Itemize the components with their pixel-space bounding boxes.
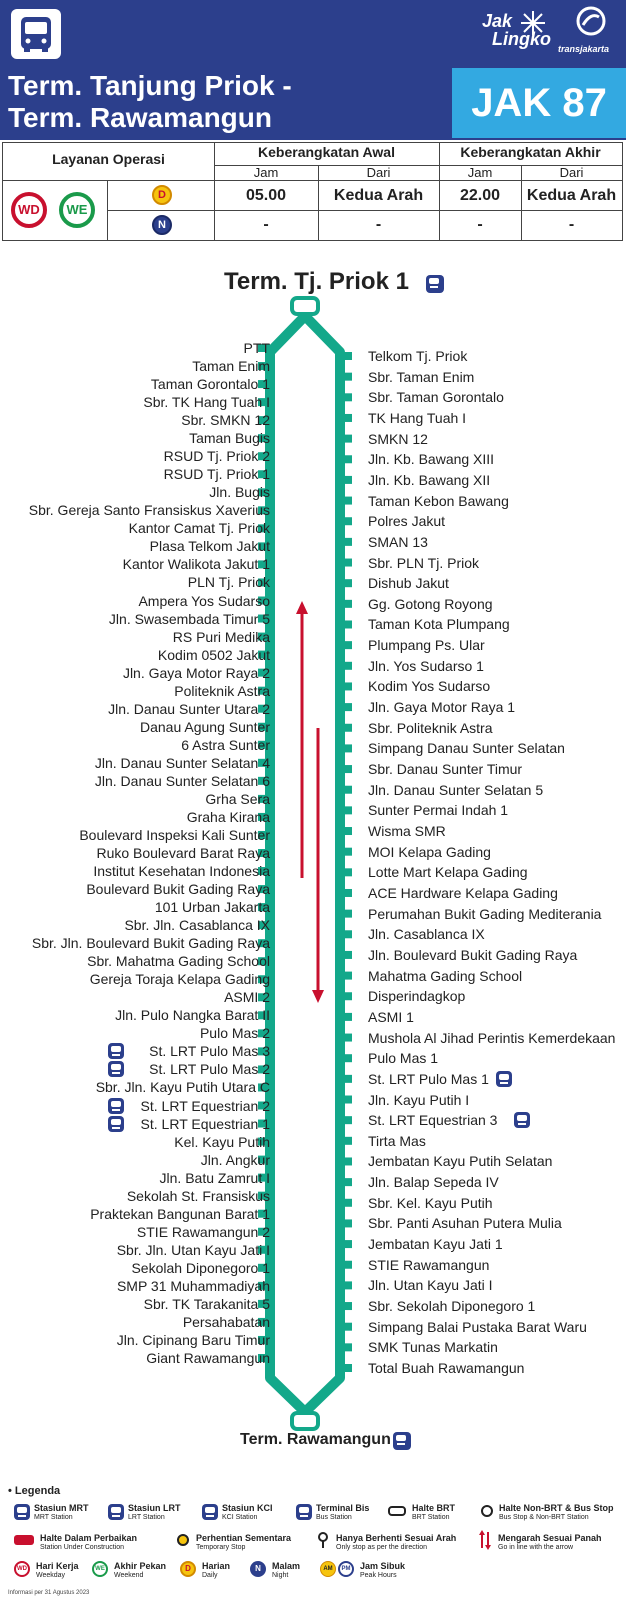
legend-arrow: Mengarah Sesuai Panah Go in line with the arrow xyxy=(498,1533,602,1551)
stop-tick xyxy=(340,1034,352,1042)
stop-right: Jembatan Kayu Jati 1 xyxy=(368,1236,503,1253)
legend-temp: Perhentian Sementara Temporary Stop xyxy=(196,1533,292,1551)
stop-left: PLN Tj. Priok xyxy=(187,574,270,591)
operator-name: transjakarta xyxy=(558,44,610,54)
stop-left: Jln. Cipinang Baru Timur xyxy=(116,1331,270,1348)
stop-left: Jln. Angkur xyxy=(200,1151,270,1168)
stop-left: Jln. Danau Sunter Utara 2 xyxy=(108,700,270,717)
stop-right: Sbr. Danau Sunter Timur xyxy=(368,761,523,778)
stop-right: Jln. Danau Sunter Selatan 5 xyxy=(368,781,544,798)
stop-right: Jln. Kayu Putih I xyxy=(368,1091,470,1108)
legend-lrt: Stasiun LRT LRT Station xyxy=(128,1503,181,1521)
stop-left: PTT xyxy=(243,340,270,356)
stop-left: Taman Gorontalo 1 xyxy=(150,376,270,393)
stop-tick xyxy=(340,1199,352,1207)
stop-tick xyxy=(340,1116,352,1124)
stop-left: Ruko Boulevard Barat Raya xyxy=(96,845,270,861)
stop-right: Kodim Yos Sudarso xyxy=(368,678,491,695)
stop-left: Kantor Walikota Jakut 1 xyxy=(122,556,270,573)
stop-left: Sekolah Diponegoro 1 xyxy=(131,1259,270,1276)
night-icon: N xyxy=(250,1561,266,1577)
repair-icon xyxy=(14,1535,34,1545)
stop-tick xyxy=(340,972,352,980)
stop-tick xyxy=(340,352,352,360)
stop-right: Sunter Permai Indah 1 xyxy=(368,802,509,819)
daily-akhir-dari: Kedua Arah xyxy=(526,187,617,204)
lrt-station-icon xyxy=(108,1061,124,1077)
end-station-marker xyxy=(292,1413,318,1429)
stop-left: Politeknik Astra xyxy=(174,682,270,699)
stop-left: Jln. Danau Sunter Selatan 4 xyxy=(94,754,270,771)
stop-right: Sbr. Kel. Kayu Putih xyxy=(368,1194,493,1211)
stop-tick xyxy=(340,1343,352,1351)
route-title-line1: Term. Tanjung Priok - xyxy=(8,70,292,101)
stop-tick xyxy=(340,1054,352,1062)
stop-left: RSUD Tj. Priok 1 xyxy=(163,466,270,483)
stop-tick xyxy=(340,765,352,773)
night-badge: N xyxy=(152,215,172,235)
stop-tick xyxy=(340,414,352,422)
stop-right: Gg. Gotong Royong xyxy=(368,595,493,612)
stop-left: Sekolah St. Fransiskus xyxy=(126,1187,270,1204)
bus-stop-icon xyxy=(481,1505,493,1517)
daily-icon: D xyxy=(180,1561,196,1577)
stop-left: 6 Astra Sunter xyxy=(181,736,270,753)
bus-terminal-icon xyxy=(393,1432,411,1450)
stop-right: Sbr. Panti Asuhan Putera Mulia xyxy=(368,1215,562,1232)
legend-night: Malam Night xyxy=(272,1561,301,1579)
stop-right: Jln. Boulevard Bukit Gading Raya xyxy=(368,946,578,963)
stop-right: Jln. Balap Sepeda IV xyxy=(368,1174,499,1191)
stop-left: Sbr. Gereja Santo Fransiskus Xaverius xyxy=(28,502,270,519)
stop-tick xyxy=(340,662,352,670)
lrt-station-icon xyxy=(514,1112,530,1128)
stop-left: Jln. Pulo Nangka Barat II xyxy=(115,1007,270,1024)
mrt-icon xyxy=(14,1504,30,1520)
legend-kci: Stasiun KCI KCI Station xyxy=(222,1503,273,1521)
akhir-dari-header: Dari xyxy=(559,165,584,180)
stop-tick xyxy=(340,682,352,690)
stop-left: Danau Agung Sunter xyxy=(140,718,270,735)
awal-label: Keberangkatan Awal xyxy=(258,144,395,160)
am-icon: AM xyxy=(320,1561,336,1577)
stop-tick xyxy=(340,1075,352,1083)
stop-left: Giant Rawamangun xyxy=(146,1350,270,1366)
stop-right: Sbr. Politeknik Astra xyxy=(368,719,493,736)
stop-right: Mushola Al Jihad Perintis Kemerdekaan xyxy=(368,1029,616,1046)
weekday-badge: WD xyxy=(11,192,47,228)
stop-tick xyxy=(340,744,352,752)
legend-title: • Legenda xyxy=(8,1485,61,1497)
stop-right: TK Hang Tuah I xyxy=(368,409,467,426)
stop-tick xyxy=(340,641,352,649)
stop-right: Tirta Mas xyxy=(368,1132,426,1149)
stop-tick xyxy=(340,1013,352,1021)
stop-left: Praktekan Bangunan Barat 1 xyxy=(90,1205,270,1222)
stop-tick xyxy=(340,806,352,814)
stop-tick xyxy=(340,497,352,505)
stop-left: St. LRT Equestrian 2 xyxy=(140,1097,270,1114)
stop-left: Kodim 0502 Jakut xyxy=(157,646,270,663)
stop-tick xyxy=(340,476,352,484)
stop-tick xyxy=(340,724,352,732)
stop-right: Jln. Gaya Motor Raya 1 xyxy=(368,699,516,716)
stop-left: Sbr. Jln. Utan Kayu Jati I xyxy=(116,1241,270,1258)
stop-tick xyxy=(340,1178,352,1186)
weekend-icon: WE xyxy=(92,1561,108,1577)
stop-right: St. LRT Pulo Mas 1 xyxy=(368,1070,489,1087)
legend-bus-terminal: Terminal Bis Bus Station xyxy=(316,1503,370,1521)
pm-icon: PM xyxy=(338,1561,354,1577)
akhir-jam-header: Jam xyxy=(467,165,493,180)
stop-left: Sbr. Jln. Casablanca IX xyxy=(124,917,270,934)
stop-tick xyxy=(340,373,352,381)
daily-awal-dari: Kedua Arah xyxy=(333,187,424,204)
lrt-station-icon xyxy=(496,1071,512,1087)
stop-tick xyxy=(340,951,352,959)
night-akhir-jam: - xyxy=(477,216,483,233)
stop-left: Taman Bugis xyxy=(189,430,270,447)
stop-tick xyxy=(340,435,352,443)
stop-right: Jembatan Kayu Putih Selatan xyxy=(368,1153,553,1170)
awal-jam-header: Jam xyxy=(253,165,279,180)
stop-right: Sbr. Taman Enim xyxy=(368,368,475,385)
stop-right: ACE Hardware Kelapa Gading xyxy=(368,884,558,901)
stop-left: Sbr. Jln. Kayu Putih Utara C xyxy=(95,1079,270,1096)
stop-left: Kel. Kayu Putih xyxy=(174,1133,270,1150)
stop-left: Grha Sera xyxy=(205,790,270,807)
stop-right: Dishub Jakut xyxy=(368,575,449,592)
stop-left: Jln. Swasembada Timur 5 xyxy=(108,610,270,627)
stop-right: Wisma SMR xyxy=(368,823,446,840)
stop-tick xyxy=(340,538,352,546)
stop-right: St. LRT Equestrian 3 xyxy=(368,1112,498,1129)
stop-tick xyxy=(340,1323,352,1331)
stop-left: Boulevard Inspeksi Kali Sunter xyxy=(79,826,270,843)
stop-left: 101 Urban Jakarta xyxy=(154,899,270,916)
stop-left: Sbr. Jln. Boulevard Bukit Gading Raya xyxy=(31,935,270,952)
stop-right: Jln. Kb. Bawang XIII xyxy=(368,451,495,468)
stop-right: Perumahan Bukit Gading Mediterania xyxy=(368,905,602,922)
arrow-direction-icon xyxy=(478,1530,492,1550)
daily-akhir-jam: 22.00 xyxy=(459,187,501,204)
legend-daily: Harian Daily xyxy=(202,1561,231,1579)
stop-left: Jln. Batu Zamrut I xyxy=(159,1169,270,1186)
daily-badge: D xyxy=(152,185,172,205)
stop-right: Taman Kebon Bawang xyxy=(368,492,509,509)
stop-tick xyxy=(340,827,352,835)
stop-tick xyxy=(340,600,352,608)
night-akhir-dari: - xyxy=(568,216,575,233)
stop-right: Taman Kota Plumpang xyxy=(368,616,510,633)
bus-station-icon xyxy=(296,1504,312,1520)
lrt-station-icon xyxy=(108,1098,124,1114)
stop-right: Disperindagkop xyxy=(368,988,466,1005)
stop-right: Jln. Utan Kayu Jati I xyxy=(368,1277,493,1294)
stop-tick xyxy=(340,1364,352,1372)
weekday-icon: WD xyxy=(14,1561,30,1577)
night-awal-dari: - xyxy=(375,216,382,233)
weekend-badge: WE xyxy=(59,192,95,228)
legend-peak: Jam Sibuk Peak Hours xyxy=(360,1561,406,1579)
stop-tick xyxy=(340,1096,352,1104)
lrt-station-icon xyxy=(108,1116,124,1132)
stop-tick xyxy=(340,703,352,711)
legend-brt: Halte BRT BRT Station xyxy=(412,1503,456,1521)
legend-non-brt: Halte Non-BRT & Bus Stop Bus Stop & Non-BRT Station xyxy=(499,1503,614,1521)
stop-left: Graha Kirana xyxy=(186,808,270,825)
stop-tick xyxy=(340,1240,352,1248)
legend-weekday: Hari Kerja Weekday xyxy=(36,1561,79,1579)
stop-tick xyxy=(340,910,352,918)
legend-weekend: Akhir Pekan Weekend xyxy=(114,1561,167,1579)
footer-note: Informasi per 31 Agustus 2023 xyxy=(8,1590,90,1596)
stop-right: SMK Tunas Markatin xyxy=(368,1339,498,1356)
start-terminal: Term. Tj. Priok 1 xyxy=(224,268,409,295)
lrt-icon xyxy=(108,1504,124,1520)
kci-icon xyxy=(202,1504,218,1520)
stop-tick xyxy=(340,579,352,587)
route-title-line2: Term. Rawamangun xyxy=(8,102,272,133)
stop-left: Boulevard Bukit Gading Raya xyxy=(86,881,270,898)
direction-stop-icon xyxy=(317,1531,329,1549)
stop-left: Plasa Telkom Jakut xyxy=(149,538,270,555)
stop-right: MOI Kelapa Gading xyxy=(368,843,491,860)
stop-tick xyxy=(340,1137,352,1145)
stop-left: St. LRT Pulo Mas 3 xyxy=(149,1043,270,1060)
stop-right: ASMI 1 xyxy=(368,1008,414,1025)
stop-right: Sbr. Sekolah Diponegoro 1 xyxy=(368,1298,536,1315)
stop-tick xyxy=(340,889,352,897)
stop-tick xyxy=(340,1219,352,1227)
brt-station-icon xyxy=(388,1506,406,1516)
stop-left: Pulo Mas 2 xyxy=(199,1025,270,1042)
temporary-stop-icon xyxy=(177,1534,189,1546)
stop-left: Taman Enim xyxy=(192,358,270,375)
stop-right: Polres Jakut xyxy=(368,513,446,530)
stop-left: RS Puri Medika xyxy=(172,628,270,645)
stop-left: SMP 31 Muhammadiyah xyxy=(116,1277,270,1294)
stop-right: Sbr. PLN Tj. Priok xyxy=(368,554,480,571)
stop-left: Sbr. SMKN 12 xyxy=(181,412,270,429)
awal-dari-header: Dari xyxy=(366,165,391,180)
stop-left: Sbr. TK Tarakanita 5 xyxy=(143,1295,270,1312)
stop-left: Gereja Toraja Kelapa Gading xyxy=(89,971,270,988)
stop-tick xyxy=(340,930,352,938)
stop-tick xyxy=(340,848,352,856)
stop-tick xyxy=(340,1302,352,1310)
arrow-head-up xyxy=(296,601,308,614)
stop-right: Plumpang Ps. Ular xyxy=(368,637,485,654)
stop-right: Jln. Yos Sudarso 1 xyxy=(368,657,484,674)
stop-tick xyxy=(340,1261,352,1269)
stop-tick xyxy=(340,517,352,525)
akhir-label: Keberangkatan Akhir xyxy=(460,144,601,160)
stop-right: Telkom Tj. Priok xyxy=(368,348,468,364)
stop-left: Kantor Camat Tj. Priok xyxy=(128,520,270,537)
stop-left: ASMI 2 xyxy=(224,989,270,1006)
legend-title-text: Legenda xyxy=(14,1485,61,1497)
arrow-head-down xyxy=(312,990,324,1003)
stop-right: Simpang Danau Sunter Selatan xyxy=(368,740,565,757)
stop-tick xyxy=(340,786,352,794)
lrt-station-icon xyxy=(108,1043,124,1059)
stop-tick xyxy=(340,992,352,1000)
brand-lingko: Lingko xyxy=(492,29,551,49)
stop-left: St. LRT Pulo Mas 2 xyxy=(149,1061,270,1078)
stop-right: Total Buah Rawamangun xyxy=(368,1360,525,1376)
stop-right: Jln. Casablanca IX xyxy=(368,926,485,943)
legend-mrt: Stasiun MRT MRT Station xyxy=(34,1503,89,1521)
stop-tick xyxy=(340,393,352,401)
brand-jak: Jak xyxy=(482,11,513,31)
stop-right: Sbr. Taman Gorontalo xyxy=(368,389,504,406)
stop-left: STIE Rawamangun 2 xyxy=(136,1223,270,1240)
stop-tick xyxy=(340,1157,352,1165)
stop-tick xyxy=(340,1281,352,1289)
stop-right: STIE Rawamangun xyxy=(368,1256,490,1273)
stop-right: SMKN 12 xyxy=(368,430,428,447)
legend-direction-stop: Hanya Berhenti Sesuai Arah Only stop as per the direction xyxy=(336,1533,457,1551)
stop-right: Simpang Balai Pustaka Barat Waru xyxy=(368,1318,587,1335)
stop-left: Ampera Yos Sudarso xyxy=(138,592,270,609)
stop-left: St. LRT Equestrian 1 xyxy=(140,1115,270,1132)
stop-left: Sbr. TK Hang Tuah I xyxy=(143,394,270,411)
stop-tick xyxy=(340,455,352,463)
daily-awal-jam: 05.00 xyxy=(245,187,287,204)
legend-repair: Halte Dalam Perbaikan Station Under Construction xyxy=(40,1533,138,1551)
stop-left: Persahabatan xyxy=(182,1313,270,1330)
route-code: JAK 87 xyxy=(452,68,626,138)
stop-right: SMAN 13 xyxy=(368,533,428,550)
stop-tick xyxy=(340,620,352,628)
end-terminal: Term. Rawamangun xyxy=(240,1431,391,1448)
stop-left: Jln. Bugis xyxy=(209,484,270,501)
stop-left: Institut Kesehatan Indonesia xyxy=(93,863,270,880)
start-station-marker xyxy=(292,298,318,314)
stop-right: Pulo Mas 1 xyxy=(368,1050,439,1067)
stop-left: Jln. Gaya Motor Raya 2 xyxy=(122,664,270,681)
stop-right: Mahatma Gading School xyxy=(368,967,523,984)
stop-left: RSUD Tj. Priok 2 xyxy=(163,448,270,465)
stop-tick xyxy=(340,559,352,567)
stop-right: Jln. Kb. Bawang XII xyxy=(368,471,491,488)
stop-left: Sbr. Mahatma Gading School xyxy=(87,953,270,970)
layanan-label: Layanan Operasi xyxy=(52,151,165,167)
stop-left: Jln. Danau Sunter Selatan 6 xyxy=(94,772,270,789)
stop-tick xyxy=(340,868,352,876)
night-awal-jam: - xyxy=(263,216,269,233)
stop-right: Lotte Mart Kelapa Gading xyxy=(368,864,528,881)
